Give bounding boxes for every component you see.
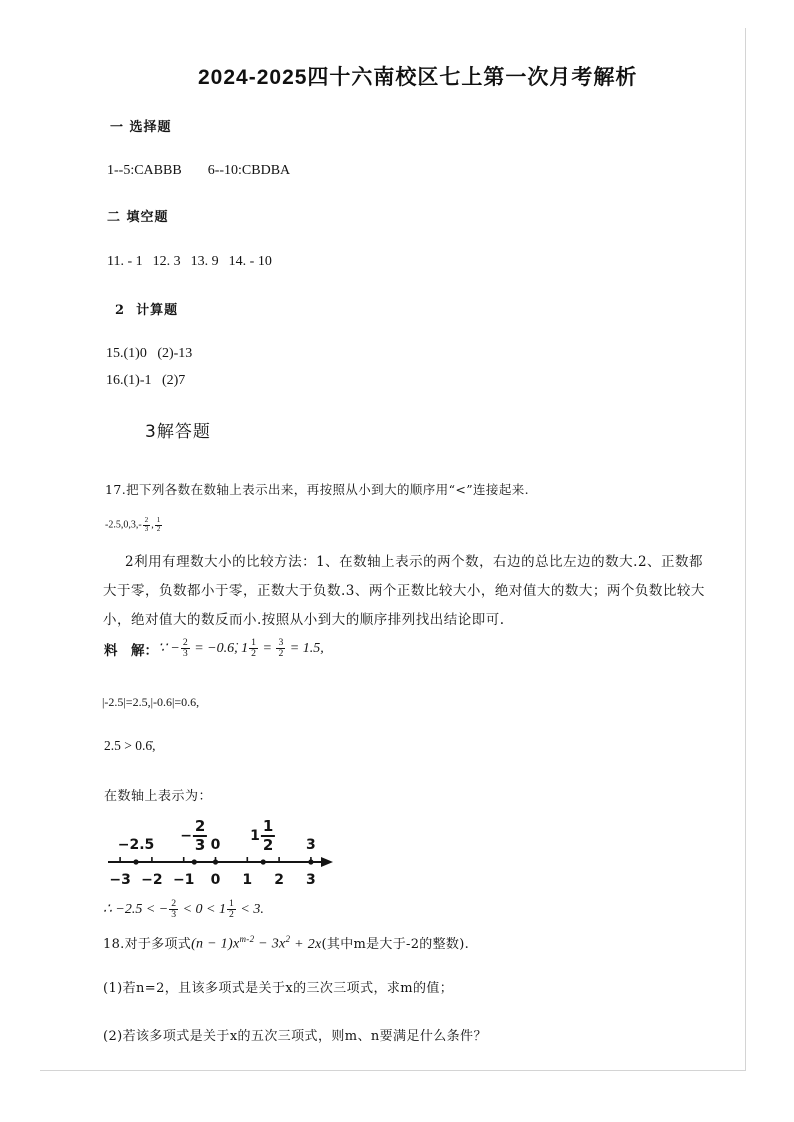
- number-line-tick-label: 2: [274, 872, 284, 888]
- q18-term-a: [191, 934, 254, 953]
- conclusion-fraction-2: [227, 899, 236, 920]
- point-label-fraction: [193, 818, 207, 853]
- q17-numbers-fraction-2: [155, 517, 163, 533]
- number-line-point: [192, 859, 197, 864]
- solution-label: 料 解：: [104, 642, 158, 659]
- q18-term-b: [254, 934, 290, 953]
- conclusion-part-2: < 0 < 1: [179, 901, 227, 917]
- q17-number-list: [105, 517, 163, 533]
- fill-answer-11: 11. - 1: [107, 254, 143, 269]
- conclusion-fraction-1: [169, 899, 178, 920]
- fraction-numerator: 2: [182, 637, 188, 648]
- section-heading-solve: 3解答题: [145, 422, 211, 442]
- number-line-tick-label: −1: [172, 872, 195, 888]
- solution-fraction-2: [249, 638, 258, 659]
- scan-border-right: [745, 28, 746, 1070]
- fraction-denominator: 3: [182, 648, 188, 660]
- scan-border-bottom: [40, 1070, 746, 1071]
- q17-question: 17.把下列各数在数轴上表示出来，再按照从小到大的顺序用“<”连接起来.: [105, 482, 530, 497]
- number-line-arrow: [321, 857, 333, 867]
- number-line-point: [308, 859, 313, 864]
- q18-part-1: (1)若n=2，且该多项式是关于x的三次三项式，求m的值；: [103, 981, 454, 996]
- calc-answer-15: 15.(1)0 (2)-13: [106, 346, 193, 361]
- q18-part-2: (2)若该多项式是关于x的五次三项式，则m、n要满足什么条件？: [103, 1029, 487, 1044]
- solution-part-1: ∵ −: [158, 641, 180, 657]
- q17-axis-intro: 在数轴上表示为：: [104, 789, 213, 804]
- number-line-point: [133, 859, 138, 864]
- q18-term-b-exponent: 2: [285, 934, 291, 945]
- choice-answers-1-5: 1--5:CABBB: [107, 163, 182, 178]
- point-label-fraction: [261, 818, 275, 853]
- q18-term-c: + 2x: [290, 937, 322, 952]
- solution-part-4: = 1.5,: [286, 640, 324, 656]
- number-line-point: [261, 859, 266, 864]
- q18-term-a-base: (n − 1)x: [191, 937, 240, 952]
- choice-answers-6-10: 6--10:CBDBA: [207, 163, 291, 178]
- fraction-numerator: 1: [229, 898, 234, 909]
- fraction-numerator: 1: [251, 637, 256, 648]
- q17-compare: 2.5 > 0.6̇,: [104, 738, 156, 753]
- q17-numbers-text: -2.5,0,3,-: [105, 519, 142, 531]
- section-heading-fill: 二 填空题: [107, 210, 169, 225]
- fraction-denominator: 3: [144, 524, 149, 533]
- solution-part-2: = −0.6̇, 1: [190, 640, 249, 656]
- number-line-tick-label: −2: [141, 872, 163, 888]
- solution-fraction-1: [181, 638, 190, 659]
- fraction-denominator: 2: [229, 909, 234, 921]
- section-heading-choice: 一 选择题: [110, 120, 172, 135]
- fraction-denominator: 2: [156, 524, 161, 533]
- q17-analysis: 2利用有理数大小的比较方法：1、在数轴上表示的两个数，右边的总比左边的数大.2、正数都大于零，负数都小于零，正数大于负数.3、两个正数比较大小，绝对值大的数大；两个负数比较大小，绝对值大的数反而小.按照从小到大的顺序排列找出结论即可.: [103, 554, 705, 628]
- section-heading-calc: 2 计算题: [115, 303, 179, 318]
- conclusion-part-1: ∴ −2.5 < −: [103, 902, 169, 918]
- fraction-denominator: 2: [278, 648, 284, 660]
- fraction-numerator: 2: [171, 898, 177, 909]
- number-line-point-label: −2.5: [117, 837, 155, 853]
- calc-answer-16: 16.(1)-1 (2)7: [106, 373, 186, 388]
- choice-answers: [107, 163, 290, 179]
- q17-conclusion: [103, 899, 264, 920]
- fill-answer-12: 12. 3: [152, 254, 181, 269]
- q17-numbers-fraction-1: [143, 517, 151, 533]
- page-title: 2024-2025四十六南校区七上第一次月考解析: [198, 66, 638, 89]
- solution-fraction-3: [276, 638, 285, 659]
- q18-term-a-exponent: m-2: [239, 934, 255, 945]
- solution-part-3: =: [258, 640, 276, 656]
- q17-absolute-values: |-2.5|=2.5,|-0.6|=0.6,: [102, 695, 200, 709]
- point-label-prefix: −: [180, 827, 192, 844]
- fraction-denominator: 3: [171, 909, 177, 921]
- fraction-denominator: 2: [262, 835, 274, 854]
- q18-suffix: (其中m是大于-2的整数).: [321, 937, 469, 952]
- fraction-numerator: 2: [144, 516, 149, 524]
- fill-answer-14: 14. - 10: [228, 254, 272, 269]
- number-line-point-label: 0: [210, 837, 221, 853]
- fill-answers: [107, 254, 272, 270]
- number-line-tick-label: 1: [242, 872, 253, 888]
- fraction-numerator: 1: [156, 516, 161, 524]
- number-line: [100, 815, 340, 895]
- q18-term-b-base: − 3x: [254, 937, 286, 952]
- q18-question: [103, 933, 469, 953]
- point-label-prefix: 1: [250, 827, 260, 844]
- fraction-numerator: 3: [278, 637, 284, 648]
- fraction-denominator: 3: [194, 835, 206, 854]
- number-line-tick-label: 0: [210, 872, 221, 888]
- number-line-tick-label: 3: [306, 872, 316, 888]
- conclusion-part-3: < 3.: [236, 901, 264, 917]
- q18-prefix: 18.对于多项式: [103, 937, 192, 952]
- fraction-numerator: 1: [262, 817, 274, 835]
- q17-numbers-mid: ,: [151, 519, 154, 531]
- number-line-point-label: [250, 818, 276, 853]
- q17-solution-line: [104, 638, 324, 659]
- fill-answer-13: 13. 9: [190, 254, 219, 269]
- fraction-numerator: 2: [194, 817, 206, 835]
- number-line-tick-label: −3: [109, 872, 131, 888]
- fraction-denominator: 2: [251, 648, 256, 660]
- number-line-point-label: [180, 818, 208, 853]
- number-line-point-label: 3: [306, 837, 316, 853]
- number-line-point: [213, 859, 218, 864]
